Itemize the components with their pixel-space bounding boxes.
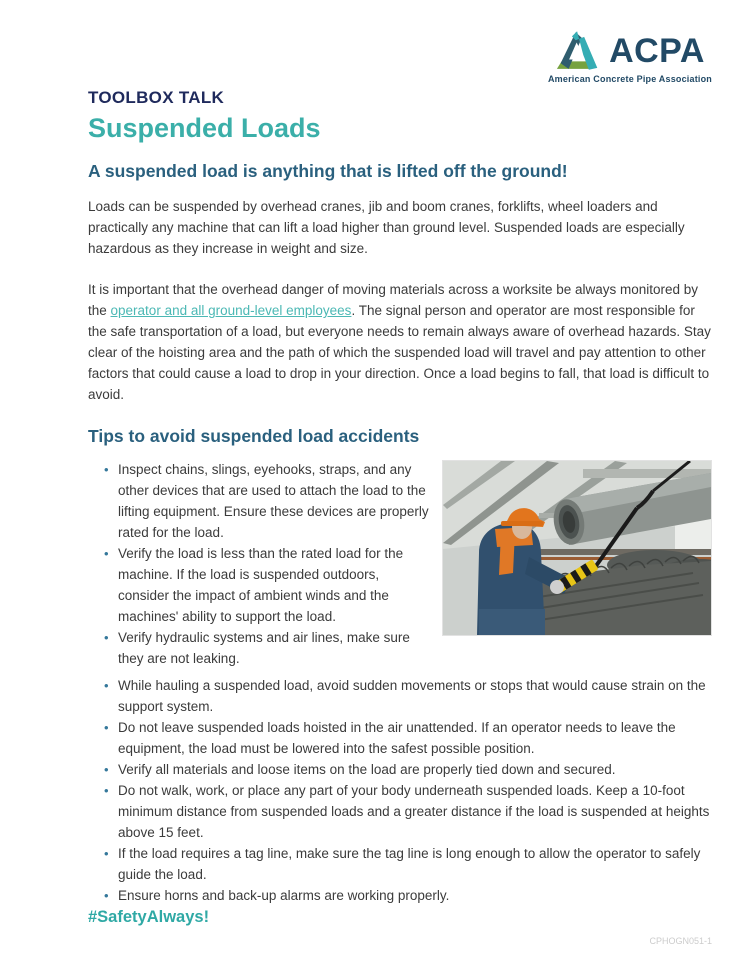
ground-level-employees-link[interactable]: operator and all ground-level employees [110,303,352,318]
document-kicker: TOOLBOX TALK [88,88,225,107]
paragraph-text-after-link: . The signal person and operator are most responsible for the safe transportation of a load, but everyone needs to remain always aware of overhead hazards. Stay clear of the hoisting area and the path of which the suspended load will travel and pay attention to other factors that could cause a load to drop in your direction. Once a load begins to fall, that load is difficult to avoid. [88,303,711,402]
list-item: • Do not leave suspended loads hoisted in the air unattended. If an operator needs to leave the equipment, the load must be lowered into the safest possible position. [104,717,712,759]
list-item: • Do not walk, work, or place any part of your body underneath suspended loads. Keep a 10-foot minimum distance from suspended loads and a greater distance if the load is suspended at heights above 15 feet. [104,780,712,843]
list-item: • Ensure horns and back-up alarms are working properly. [104,885,712,906]
tips-row [88,447,712,669]
list-item: • Inspect chains, slings, eyehooks, straps, and any other devices that are used to attach the load to the lifting equipment. Ensure these devices are properly rated for the load. [104,459,433,543]
list-item: • Verify the load is less than the rated load for the machine. If the load is suspended outdoors, consider the impact of ambient winds and the machines' ability to support the load. [104,543,433,627]
suspended-load-photo-illustration [443,461,711,635]
suspended-load-photo [442,460,712,636]
paragraph-text-before-link: It is important that the overhead danger of moving materials across a worksite be always monitored by the [88,282,699,318]
safety-always-hashtag: #SafetyAlways! [88,908,210,926]
list-item: • Verify hydraulic systems and air lines, make sure they are not leaking. [104,627,433,669]
intro-paragraph: Loads can be suspended by overhead cranes, jib and boom cranes, forklifts, wheel loaders and practically any machine that can lift a load higher than ground level. Suspended loads are especially hazardous as they increase in weight and size. [88,199,685,256]
list-item: • If the load requires a tag line, make sure the tag line is long enough to allow the operator to safely guide the load. [104,843,712,885]
document-code: CPHOGN051-1 [649,936,712,946]
logo-acronym: ACPA [609,32,705,70]
list-item: • Verify all materials and loose items on the load are properly tied down and secured. [104,759,712,780]
acpa-logo-mark-icon [555,30,602,72]
acpa-logo-row [555,30,705,72]
list-item: • While hauling a suspended load, avoid sudden movements or stops that would cause strain on the support system. [104,675,712,717]
logo-tagline: American Concrete Pipe Association [547,74,712,84]
general-bullet-list [88,675,712,906]
tips-section-heading: Tips to avoid suspended load accidents [88,426,420,446]
monitoring-paragraph [88,279,712,405]
acpa-logo [548,30,712,84]
page-title: Suspended Loads [88,113,321,143]
tips-bullet-list [88,459,433,669]
page-header [88,30,712,84]
headline: A suspended load is anything that is lifted off the ground! [88,161,568,181]
